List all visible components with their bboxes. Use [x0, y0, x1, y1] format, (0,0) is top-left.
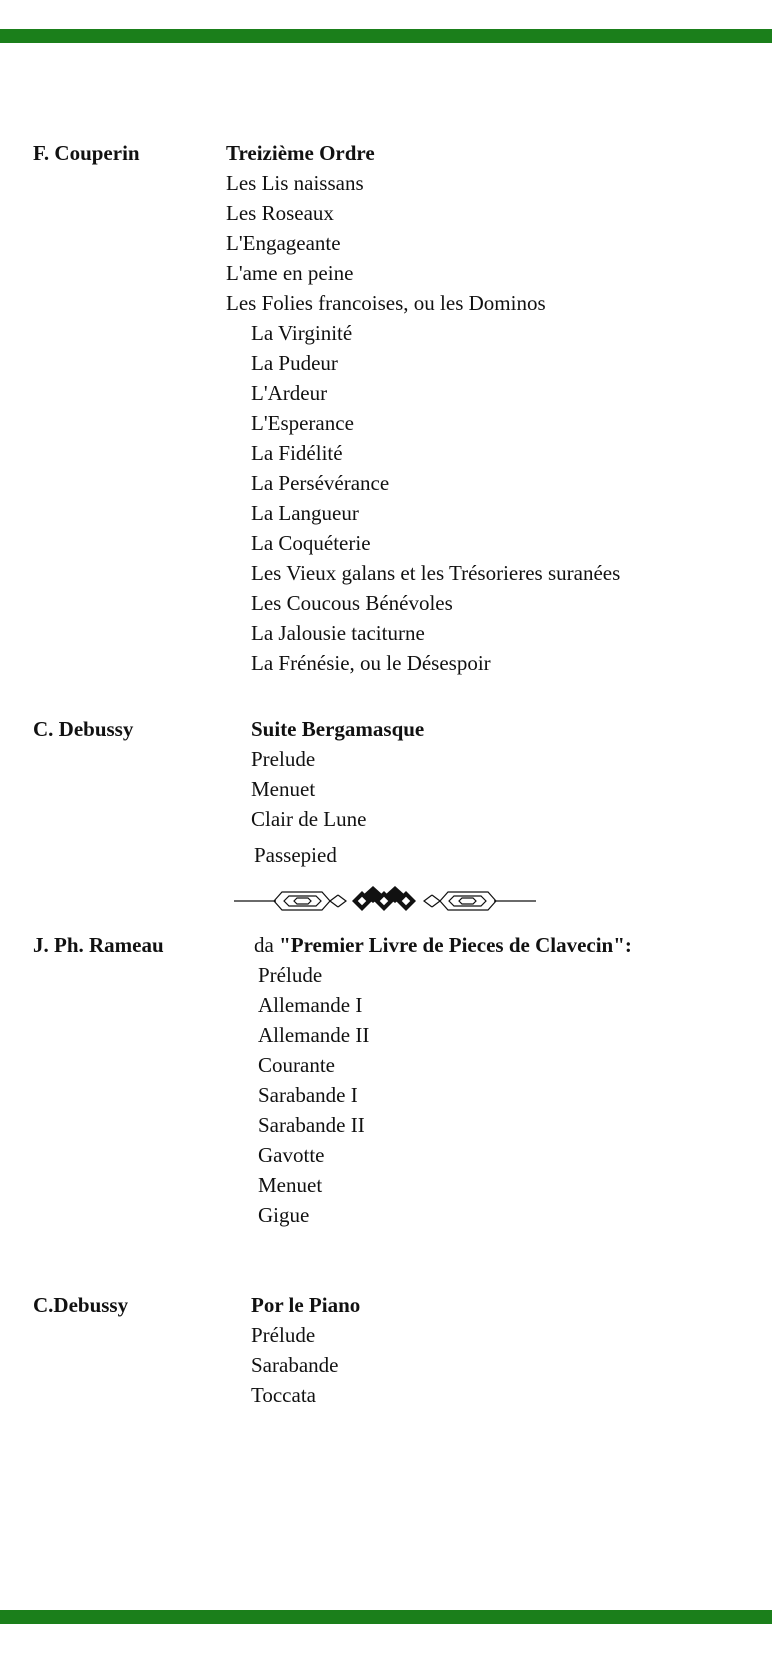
composer-name: F. Couperin — [33, 141, 140, 165]
sub-movement-item: La Fidélité — [251, 441, 343, 465]
sub-movement-item: La Coquéterie — [251, 531, 371, 555]
movement-item: L'Engageante — [226, 231, 341, 255]
sub-movement-item: L'Ardeur — [251, 381, 328, 405]
sub-movement-item: La Virginité — [251, 321, 353, 345]
movement-item: Sarabande — [251, 1353, 339, 1377]
work-list — [226, 138, 620, 678]
sub-movement-item: L'Esperance — [251, 411, 354, 435]
movement-item: Sarabande I — [258, 1083, 358, 1107]
movement-item: L'ame en peine — [226, 261, 354, 285]
work-title-line — [254, 930, 632, 960]
sub-movement-item: La Persévérance — [251, 471, 390, 495]
movement-item: Prélude — [258, 963, 323, 987]
movement-item: Sarabande II — [258, 1113, 365, 1137]
work-list — [251, 714, 424, 870]
movement-item: Gigue — [258, 1203, 310, 1227]
movement-item: Les Lis naissans — [226, 171, 364, 195]
movement-item: Clair de Lune — [251, 807, 367, 831]
composer-name: C.Debussy — [33, 1293, 129, 1317]
movement-item: Allemande II — [258, 1023, 370, 1047]
movement-item: Les Folies francoises, ou les Dominos — [226, 291, 546, 315]
movement-item: Gavotte — [258, 1143, 325, 1167]
composer-name: J. Ph. Rameau — [33, 933, 164, 957]
top-accent-bar — [0, 29, 772, 43]
work-title-prefix: da — [254, 933, 280, 957]
movement-item: Prélude — [251, 1323, 316, 1347]
bottom-accent-bar — [0, 1610, 772, 1624]
work-title: Por le Piano — [251, 1293, 361, 1317]
sub-movement-item: La Pudeur — [251, 351, 338, 375]
movement-item: Les Roseaux — [226, 201, 334, 225]
sub-movement-item: La Langueur — [251, 501, 359, 525]
sub-movement-item: La Frénésie, ou le Désespoir — [251, 651, 491, 675]
movement-item: Courante — [258, 1053, 335, 1077]
work-list — [254, 930, 632, 1230]
movement-item: Allemande I — [258, 993, 363, 1017]
movement-item: Menuet — [258, 1173, 323, 1197]
composer-name: C. Debussy — [33, 717, 134, 741]
sub-movement-item: Les Coucous Bénévoles — [251, 591, 453, 615]
movement-item: Passepied — [254, 843, 337, 867]
sub-movement-item: La Jalousie taciturne — [251, 621, 425, 645]
work-title: Treizième Ordre — [226, 141, 375, 165]
work-title: Suite Bergamasque — [251, 717, 425, 741]
work-list — [251, 1290, 360, 1410]
movement-item: Menuet — [251, 777, 316, 801]
work-title: "Premier Livre de Pieces de Clavecin": — [279, 933, 632, 957]
movement-item: Toccata — [251, 1383, 316, 1407]
movement-item: Prelude — [251, 747, 316, 771]
ornamental-divider-icon — [234, 884, 536, 918]
sub-movement-item: Les Vieux galans et les Trésorieres suranées — [251, 561, 621, 585]
